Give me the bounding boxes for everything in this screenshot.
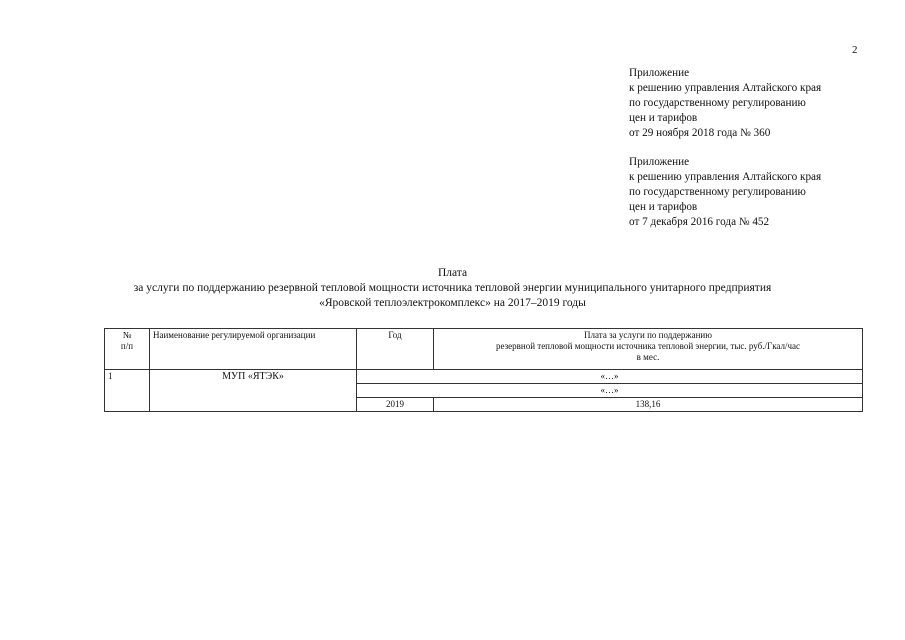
appendix-line: к решению управления Алтайского края bbox=[629, 171, 822, 183]
cell-organization: МУП «ЯТЭК» bbox=[150, 370, 357, 412]
appendix-label: Приложение bbox=[629, 156, 690, 168]
title-subheading-2: «Яровской теплоэлектрокомплекс» на 2017–2019 годы bbox=[319, 297, 586, 309]
header-fee-line: в мес. bbox=[636, 352, 660, 362]
header-fee-line: Плата за услуги по поддержанию bbox=[584, 330, 712, 340]
header-organization: Наименование регулируемой организации bbox=[150, 329, 357, 370]
document-title bbox=[0, 266, 905, 311]
appendix-date: от 7 декабря 2016 года № 452 bbox=[629, 216, 770, 228]
appendix-date: от 29 ноября 2018 года № 360 bbox=[629, 127, 771, 139]
cell-omitted: «…» bbox=[357, 384, 863, 398]
appendix-original-block bbox=[629, 155, 821, 230]
cell-year: 2019 bbox=[357, 398, 434, 412]
table-header-row bbox=[105, 329, 863, 370]
appendix-line: цен и тарифов bbox=[629, 112, 698, 124]
header-fee bbox=[434, 329, 863, 370]
appendix-line: к решению управления Алтайского края bbox=[629, 82, 822, 94]
appendix-current-block bbox=[629, 66, 821, 141]
header-fee-line: резервной тепловой мощности источника тепловой энергии, тыс. руб./Гкал/час bbox=[495, 341, 801, 351]
header-number-sign: № bbox=[122, 330, 132, 340]
cell-fee-value: 138,16 bbox=[434, 398, 863, 412]
title-subheading: за услуги по поддержанию резервной тепловой мощности источника тепловой энергии муниципального унитарного предприятия bbox=[133, 282, 772, 294]
header-number-abbr: п/п bbox=[120, 341, 134, 351]
cell-number: 1 bbox=[105, 370, 150, 412]
cell-omitted: «…» bbox=[357, 370, 863, 384]
appendix-line: цен и тарифов bbox=[629, 201, 698, 213]
tariff-table bbox=[104, 328, 863, 412]
appendix-line: по государственному регулированию bbox=[629, 186, 806, 198]
header-year: Год bbox=[357, 329, 434, 370]
title-heading: Плата bbox=[437, 267, 468, 279]
page-number: 2 bbox=[852, 44, 858, 56]
table-row bbox=[105, 370, 863, 384]
appendix-label: Приложение bbox=[629, 67, 690, 79]
appendix-line: по государственному регулированию bbox=[629, 97, 806, 109]
header-number bbox=[105, 329, 150, 370]
